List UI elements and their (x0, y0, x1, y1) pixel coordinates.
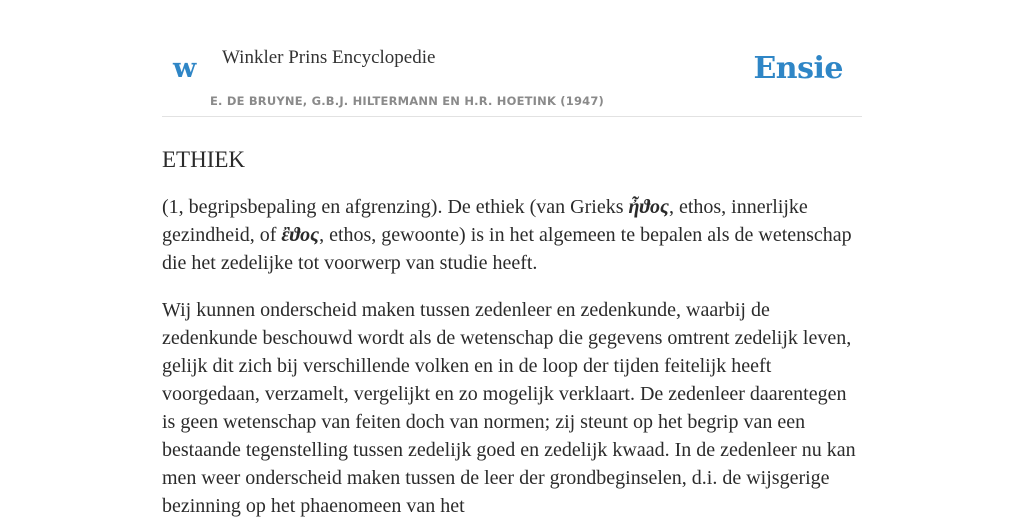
greek-term: ἒϑος (281, 224, 320, 246)
paragraph-text: (1, begripsbepaling en afgrenzing). De ethiek (van Grieks (162, 196, 629, 218)
logo-icon[interactable]: w (173, 53, 197, 84)
page-container (162, 0, 862, 520)
site-title[interactable]: Winkler Prins Encyclopedie (222, 47, 436, 68)
brand-logo[interactable]: Ensie (753, 51, 843, 86)
author-byline: E. DE BRUYNE, G.B.J. HILTERMANN EN H.R. HOETINK (1947) (210, 94, 605, 108)
paragraph-text: , ethos, innerlijke gezindheid, of (162, 196, 808, 246)
article-title: ETHIEK (162, 147, 246, 172)
site-header (162, 0, 862, 117)
article-paragraph-1 (162, 193, 862, 277)
paragraph-text: , ethos, gewoonte) is in het algemeen te bepalen als de wetenschap die het zedelijke tot voorwerp van studie heeft. (162, 224, 852, 274)
greek-term: ἦϑος (628, 196, 669, 218)
article-paragraph-2: Wij kunnen onderscheid maken tussen zedenleer en zedenkunde, waarbij de zedenkunde beschouwd wordt als de wetenschap die gegevens omtrent zedelijk leven, gelijk dit zich bij verschillende volken en in de loop der tijden feitelijk heeft voorgedaan, verzamelt, vergelijkt en zo mogelijk verklaart. De zedenleer daarentegen is geen wetenschap van feiten doch van normen; zij steunt op het begrip van een bestaande tegenstelling tussen zedelijk goed en zedelijk kwaad. In de zedenleer nu kan men weer onderscheid maken tussen de leer der grondbeginselen, d.i. de wijsgerige bezinning op het phaenomeen van het (162, 299, 856, 517)
